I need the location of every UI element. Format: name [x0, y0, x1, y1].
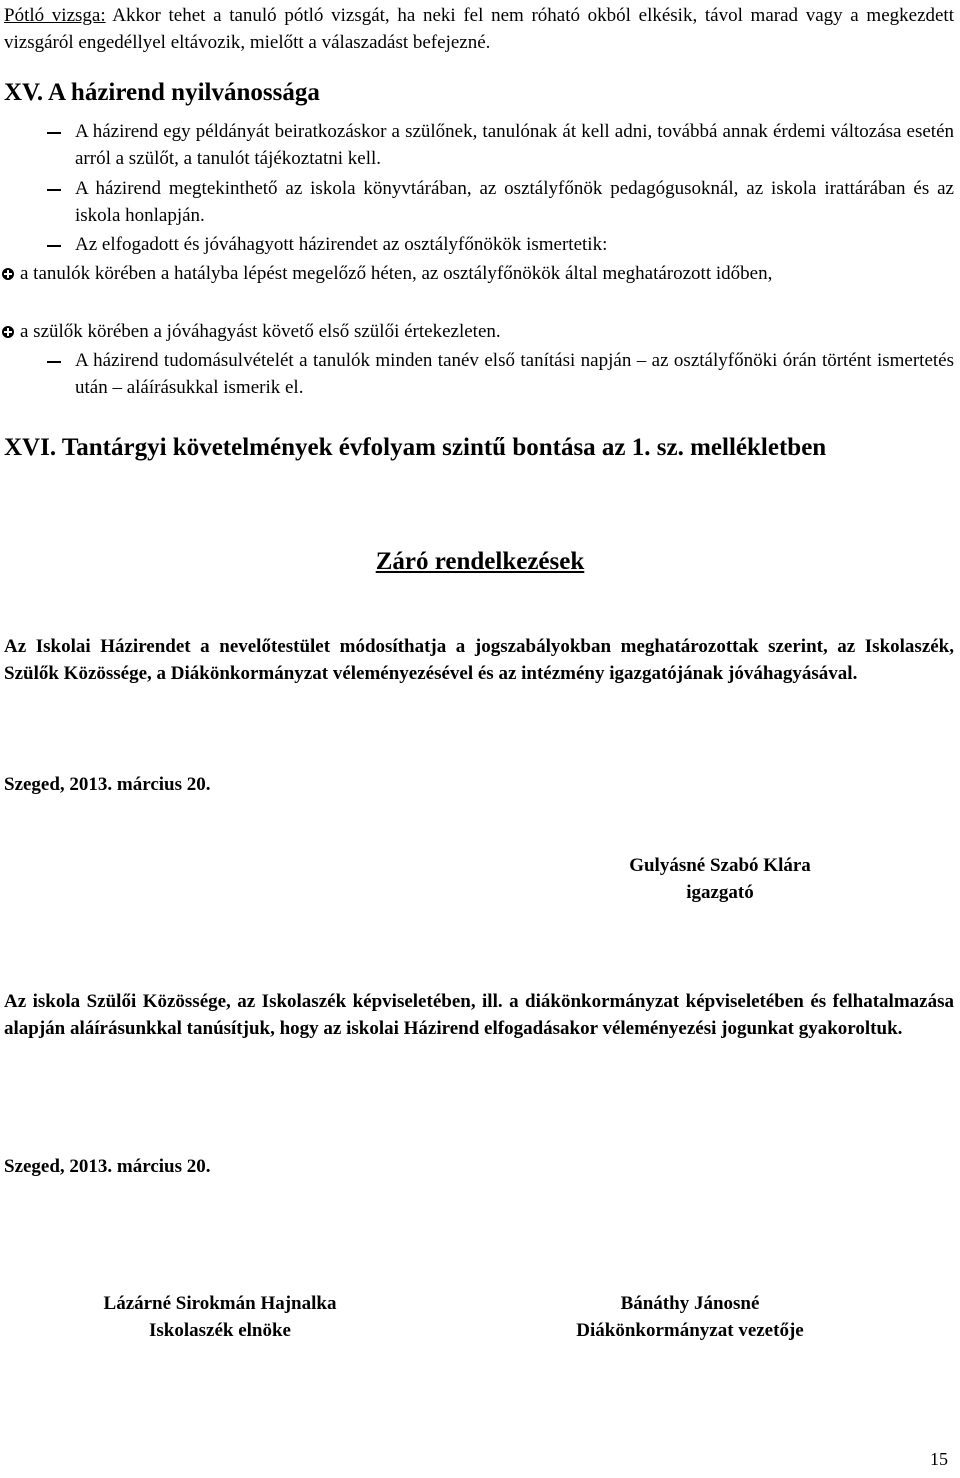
- section-15-item-4: A házirend tudomásulvételét a tanulók minden tanév első tanítási napján – az osztályfőnöki órán történt ismertetés után – aláírásukkal ismerik el.: [75, 350, 954, 398]
- sig-left-name: Lázárné Sirokmán Hajnalka: [103, 1293, 337, 1314]
- closing-paragraph-2: Az iskola Szülői Közössége, az Iskolaszék képviseletében, ill. a diákönkormányzat képviseletében és felhatalmazása alapján aláírásunkkal tanúsítjuk, hogy az iskolai Házirend elfogadásakor véleményezési jogunkat gyakoroltuk.: [4, 991, 954, 1039]
- sig-right-role: Diákönkormányzat vezetője: [576, 1320, 804, 1341]
- section-15-heading: XV. A házirend nyilvánossága: [4, 79, 320, 106]
- date-2: Szeged, 2013. március 20.: [4, 1156, 211, 1177]
- bullet-marker: [2, 326, 14, 338]
- section-16-heading: XVI. Tantárgyi követelmények évfolyam szintű bontása az 1. sz. mellékletben: [4, 434, 827, 461]
- signer-role: igazgató: [686, 882, 754, 903]
- section-15-bullet-1: a tanulók körében a hatályba lépést megelőző héten, az osztályfőnökök által meghatározott időben,: [20, 263, 773, 284]
- section-15-item-2: A házirend megtekinthető az iskola könyvtárában, az osztályfőnök pedagógusoknál, az iskola irattárában és az iskola honlapján.: [75, 178, 954, 226]
- intro-label: Pótló vizsga:: [4, 5, 106, 26]
- section-15-item-3: Az elfogadott és jóváhagyott házirendet az osztályfőnökök ismertetik:: [75, 234, 608, 255]
- section-15-bullet-2: a szülők körében a jóváhagyást követő első szülői értekezleten.: [20, 321, 501, 342]
- bullet-marker: [2, 268, 14, 280]
- closing-paragraph: Az Iskolai Házirendet a nevelőtestület módosíthatja a jogszabályokban meghatározottak szerint, az Iskolaszék, Szülők Közössége, a Diákönkormányzat véleményezésével és az intézmény igazgatójának jóváhagyásával.: [4, 636, 954, 684]
- section-15-item-1: A házirend egy példányát beiratkozáskor a szülőnek, tanulónak át kell adni, továbbá annak érdemi változása esetén arról a szülőt, a tanulót tájékoztatni kell.: [75, 121, 954, 169]
- dash-marker: [47, 245, 61, 247]
- intro-paragraph: [4, 2, 954, 56]
- page-number: 15: [930, 1449, 948, 1469]
- dash-marker: [47, 361, 61, 363]
- sig-left-role: Iskolaszék elnöke: [149, 1320, 291, 1341]
- dash-marker: [47, 132, 61, 134]
- signer-name: Gulyásné Szabó Klára: [629, 855, 811, 876]
- dash-marker: [47, 189, 61, 191]
- intro-text: Akkor tehet a tanuló pótló vizsgát, ha neki fel nem róható okból elkésik, távol marad vagy a megkezdett vizsgáról engedéllyel eltávozik, mielőtt a válaszadást befejezné.: [4, 5, 954, 53]
- date-1: Szeged, 2013. március 20.: [4, 774, 211, 795]
- sig-right-name: Bánáthy Jánosné: [620, 1293, 760, 1314]
- closing-title: Záró rendelkezések: [375, 548, 585, 575]
